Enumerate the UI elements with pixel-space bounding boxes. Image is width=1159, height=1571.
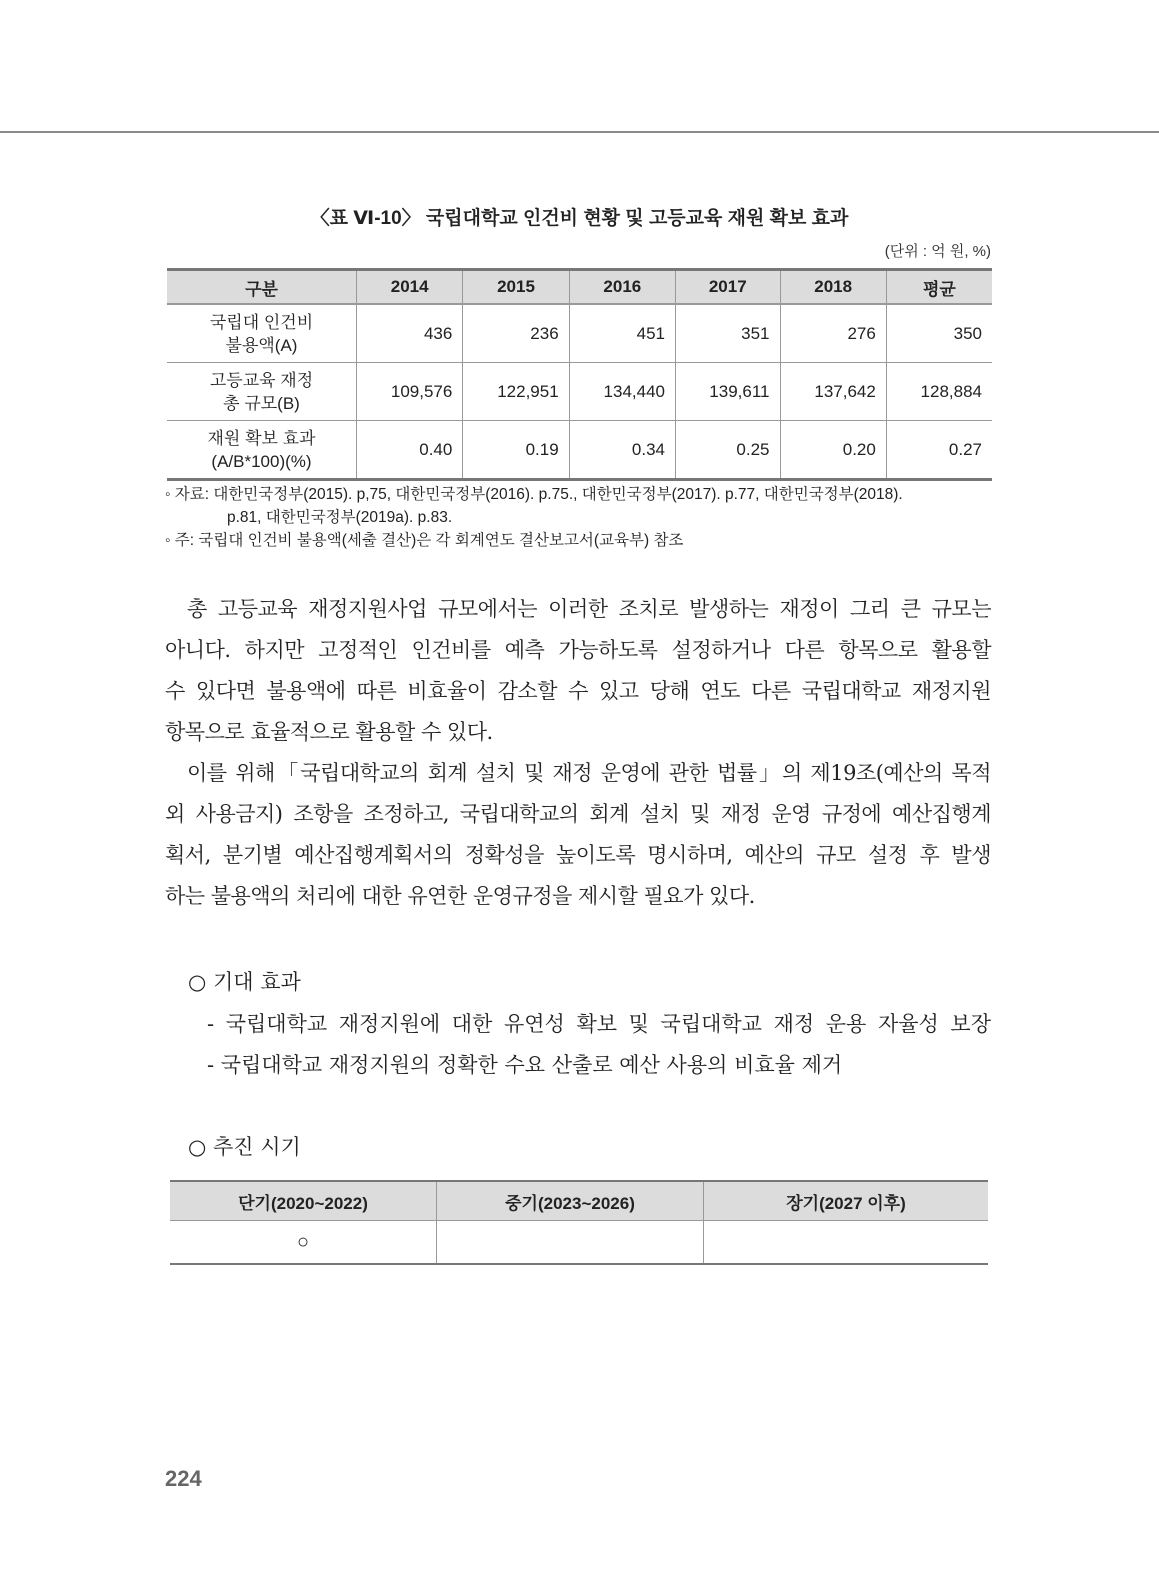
cell: 0.27 <box>886 421 992 480</box>
col-header: 2017 <box>675 270 780 305</box>
source-note-cont: p.81, 대한민국정부(2019a). p.83. <box>227 509 453 526</box>
cell: 436 <box>357 304 463 363</box>
unit-label: (단위 : 억 원, %) <box>884 243 991 260</box>
table-title: 〈표 Ⅵ-10〉 국립대학교 인건비 현황 및 고등교육 재원 확보 효과 <box>310 208 849 229</box>
header-rule <box>0 131 1159 133</box>
table-row <box>170 1221 988 1265</box>
timeline-table <box>170 1180 988 1265</box>
paragraph <box>165 589 991 753</box>
text-line: 획서, 분기별 예산집행계획서의 정확성을 높이도록 명시하며, 예산의 규모 설정 후 발생 <box>165 843 991 867</box>
cell: 0.19 <box>463 421 569 480</box>
text-line: 아니다. 하지만 고정적인 인건비를 예측 가능하도록 설정하거나 다른 항목으로 활용할 <box>165 638 991 662</box>
row-label: 재원 확보 효과 (A/B*100)(%) <box>167 421 357 480</box>
cell: 137,642 <box>780 363 886 421</box>
cell: 134,440 <box>569 363 675 421</box>
source-note: ◦ 자료: 대한민국정부(2015). p,75, 대한민국정부(2016). p.75., 대한민국정부(2017). p.77, 대한민국정부(2018). <box>165 486 903 503</box>
col-header: 2014 <box>357 270 463 305</box>
cell: 139,611 <box>675 363 780 421</box>
table-row <box>167 304 992 363</box>
text-line: 하는 불용액의 처리에 대한 유연한 운영규정을 제시할 필요가 있다. <box>165 884 755 908</box>
text-line: 총 고등교육 재정지원사업 규모에서는 이러한 조치로 발생하는 재정이 그리 큰 규모는 <box>187 597 991 621</box>
text-line: 외 사용금지) 조항을 조정하고, 국립대학교의 회계 설치 및 재정 운영 규정에 예산집행계 <box>165 802 991 826</box>
cell: 351 <box>675 304 780 363</box>
col-header: 구분 <box>167 270 357 305</box>
col-header: 장기(2027 이후) <box>704 1181 989 1221</box>
cell: 276 <box>780 304 886 363</box>
col-header: 평균 <box>886 270 992 305</box>
row-label: 고등교육 재정 총 규모(B) <box>167 363 357 421</box>
cell: 451 <box>569 304 675 363</box>
text-line: 수 있다면 불용액에 따른 비효율이 감소할 수 있고 당해 연도 다른 국립대학교 재정지원 <box>165 679 991 703</box>
cell: 0.34 <box>569 421 675 480</box>
cell <box>437 1221 704 1265</box>
section-heading: ○ 기대 효과 <box>188 970 301 994</box>
col-header: 단기(2020~2022) <box>170 1181 437 1221</box>
col-header: 2016 <box>569 270 675 305</box>
personnel-cost-table <box>167 268 992 481</box>
cell: 0.40 <box>357 421 463 480</box>
row-label: 국립대 인건비 불용액(A) <box>167 304 357 363</box>
effect-item: - 국립대학교 재정지원에 대한 유연성 확보 및 국립대학교 재정 운용 자율성 보장 <box>207 1012 991 1036</box>
cell <box>704 1221 989 1265</box>
table-row <box>167 421 992 480</box>
cell: 0.25 <box>675 421 780 480</box>
text-line: 항목으로 효율적으로 활용할 수 있다. <box>165 720 493 744</box>
col-header: 2018 <box>780 270 886 305</box>
table-notes <box>165 483 995 552</box>
col-header: 2015 <box>463 270 569 305</box>
cell: 122,951 <box>463 363 569 421</box>
text-line: 이를 위해「국립대학교의 회계 설치 및 재정 운영에 관한 법률」의 제19조(예산의 목적 <box>187 761 991 785</box>
table-row <box>167 363 992 421</box>
cell: 236 <box>463 304 569 363</box>
cell: 128,884 <box>886 363 992 421</box>
table-header-row <box>170 1181 988 1221</box>
cell: 350 <box>886 304 992 363</box>
cell: 109,576 <box>357 363 463 421</box>
col-header: 중기(2023~2026) <box>437 1181 704 1221</box>
cell: 0.20 <box>780 421 886 480</box>
footnote: ◦ 주: 국립대 인건비 불용액(세출 결산)은 각 회계연도 결산보고서(교육부) 참조 <box>165 532 684 549</box>
page-number: 224 <box>165 1466 202 1491</box>
effect-item: - 국립대학교 재정지원의 정확한 수요 산출로 예산 사용의 비효율 제거 <box>207 1053 843 1077</box>
paragraph <box>165 753 991 917</box>
section-heading: ○ 추진 시기 <box>188 1135 301 1159</box>
table-header-row <box>167 270 992 305</box>
cell: ○ <box>170 1221 437 1265</box>
